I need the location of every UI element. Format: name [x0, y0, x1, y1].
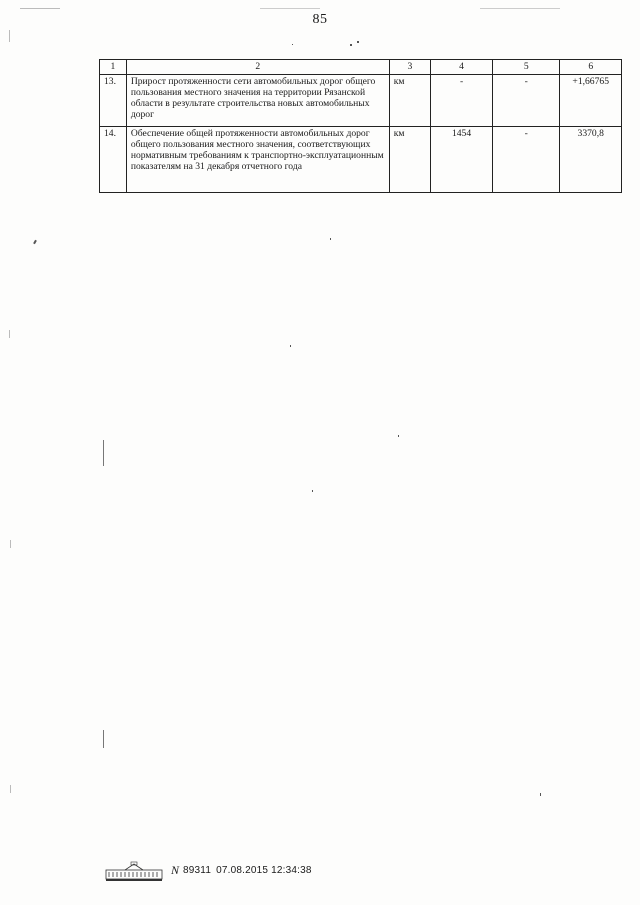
registration-number: 89311: [183, 864, 212, 876]
table-header-row: [100, 60, 622, 75]
registration-datetime: 07.08.2015 12:34:38: [216, 864, 312, 876]
table-row: [100, 127, 622, 193]
registration-stamp: [105, 860, 163, 880]
header-cell: 6: [560, 60, 622, 75]
value-col4: -: [431, 75, 493, 127]
unit-cell: км: [389, 75, 430, 127]
indicator-name: Обеспечение общей протяженности автомобильных дорог общего пользования местного значения, соответствующих нормативным требованиям к транспортно-эксплуатационным показателям на 31 декабря отчетного года: [126, 127, 389, 193]
indicator-table: [99, 59, 622, 193]
value-col6: 3370,8: [560, 127, 622, 193]
header-cell: 1: [100, 60, 127, 75]
header-cell: 5: [493, 60, 560, 75]
row-number: 14.: [100, 127, 127, 193]
row-number: 13.: [100, 75, 127, 127]
header-cell: 3: [389, 60, 430, 75]
header-cell: 2: [126, 60, 389, 75]
page-number: 85: [312, 12, 328, 27]
value-col5: -: [493, 75, 560, 127]
stamp-building-icon: [105, 860, 163, 882]
indicator-name: Прирост протяженности сети автомобильных дорог общего пользования местного значения на территории Рязанской области в результате строительства новых автомобильных дорог: [126, 75, 389, 127]
value-col4: 1454: [431, 127, 493, 193]
value-col5: -: [493, 127, 560, 193]
header-cell: 4: [431, 60, 493, 75]
unit-cell: км: [389, 127, 430, 193]
footer-number-sign: N: [171, 862, 180, 877]
table-row: [100, 75, 622, 127]
value-col6: +1,66765: [560, 75, 622, 127]
document-footer: [105, 860, 312, 880]
